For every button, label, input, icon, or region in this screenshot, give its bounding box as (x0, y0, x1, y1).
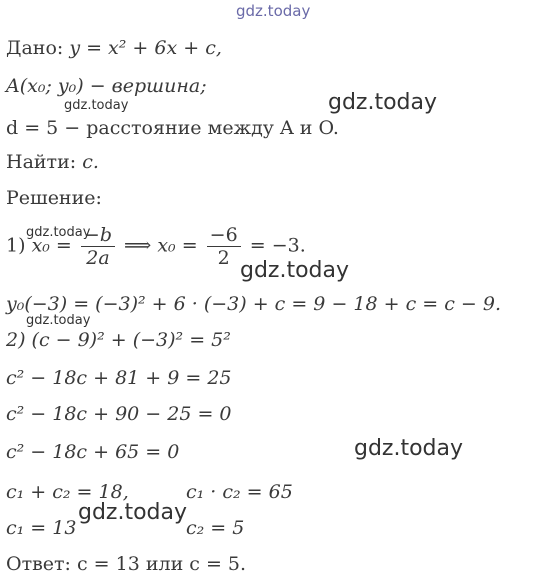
step1-result: = −3. (249, 234, 306, 257)
root-1: c₁ = 13 (6, 517, 77, 539)
watermark-big-3: gdz.today (354, 436, 464, 461)
watermark-big-1: gdz.today (328, 90, 438, 115)
vertex-line: A(x₀; y₀) − вершина; (6, 75, 207, 97)
distance-line: d = 5 − расстояние между A и O. (6, 117, 339, 139)
find-line (6, 150, 99, 174)
step1-prefix: 1) (6, 234, 26, 257)
find-variable: c. (82, 151, 99, 173)
find-label: Найти: (6, 151, 77, 173)
fraction-numerator: −6 (207, 224, 241, 247)
equation-3: c² − 18c + 65 = 0 (6, 441, 180, 463)
watermark-big-4: gdz.today (78, 500, 188, 525)
given-label: Дано: (6, 37, 64, 59)
given-equation: y = x² + 6x + c, (69, 37, 222, 59)
watermark-small-2: gdz.today (26, 225, 91, 240)
fraction-minus-b-over-2a (81, 224, 115, 269)
equation-1: c² − 18c + 81 + 9 = 25 (6, 367, 232, 389)
watermark-big-2: gdz.today (240, 258, 350, 283)
vieta-sum: c₁ + c₂ = 18, (6, 481, 129, 503)
watermark-small-3: gdz.today (26, 313, 91, 328)
fraction-denominator: 2 (217, 247, 230, 269)
y0-line: y₀(−3) = (−3)² + 6 · (−3) + c = 9 − 18 + c = c − 9. (6, 293, 501, 315)
solution-label: Решение: (6, 187, 102, 209)
fraction-denominator: 2a (86, 247, 110, 269)
step1-x0: x₀ = (31, 234, 72, 257)
step1-line (6, 224, 306, 269)
answer-line: Ответ: c = 13 или c = 5. (6, 553, 247, 575)
root-2: c₂ = 5 (186, 517, 245, 539)
watermark-small-1: gdz.today (64, 98, 129, 113)
equation-2: c² − 18c + 90 − 25 = 0 (6, 403, 232, 425)
fraction-minus6-over-2 (207, 224, 241, 269)
step1-implies: ⟹ x₀ = (124, 234, 198, 257)
given-line (6, 36, 222, 60)
watermark-top: gdz.today (236, 2, 311, 20)
fraction-numerator: −b (81, 224, 115, 247)
step2-line: 2) (c − 9)² + (−3)² = 5² (6, 329, 231, 351)
vieta-product: c₁ · c₂ = 65 (186, 481, 293, 503)
